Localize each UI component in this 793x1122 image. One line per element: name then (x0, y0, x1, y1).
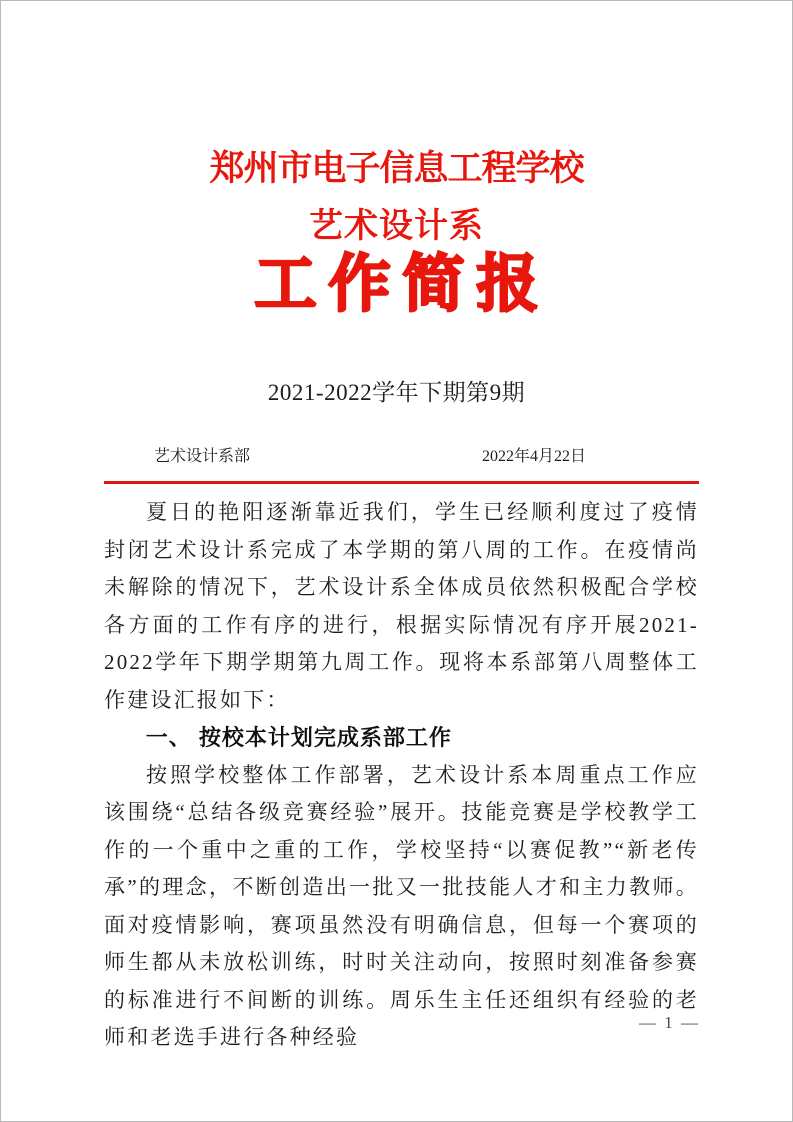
department-title: 艺术设计系 (309, 207, 484, 245)
body-paragraph-intro: 夏日的艳阳逐渐靠近我们，学生已经顺利度过了疫情封闭艺术设计系完成了本学期的第八周的工作。在疫情尚未解除的情况下，艺术设计系全体成员依然积极配合学校各方面的工作有序的进行，根据实际情况有序开展2021-2022学年下期学期第九周工作。现将本系部第八周整体工作建设汇报如下： (104, 500, 699, 712)
bulletin-title: 工作简报 (254, 251, 551, 319)
red-divider-rule (104, 481, 699, 484)
document-body (104, 494, 699, 1057)
page-number: — 1 — (639, 1013, 700, 1032)
issue-number-line: 2021-2022学年下期第9期 (267, 380, 526, 405)
issue-date: 2022年4月22日 (481, 448, 586, 465)
issuer-row (104, 447, 699, 466)
body-paragraph-section-1: 按照学校整体工作部署，艺术设计系本周重点工作应该围绕“总结各级竞赛经验”展开。技能竞赛是学校教学工作的一个重中之重的工作，学校坚持“以赛促教”“新老传承”的理念，不断创造出一批又一批技能人才和主力教师。面对疫情影响，赛项虽然没有明确信息，但每一个赛项的师生都从未放松训练，时时关注动向，按照时刻准备参赛的标准进行不间断的训练。周乐生主任还组织有经验的老师和老选手进行各种经验 (104, 762, 699, 1049)
document-masthead (1, 147, 792, 407)
school-name-title: 郑州市电子信息工程学校 (209, 149, 584, 188)
section-1-heading: 一、 按校本计划完成系部工作 (145, 725, 452, 750)
issuer-name: 艺术设计系部 (154, 448, 251, 465)
